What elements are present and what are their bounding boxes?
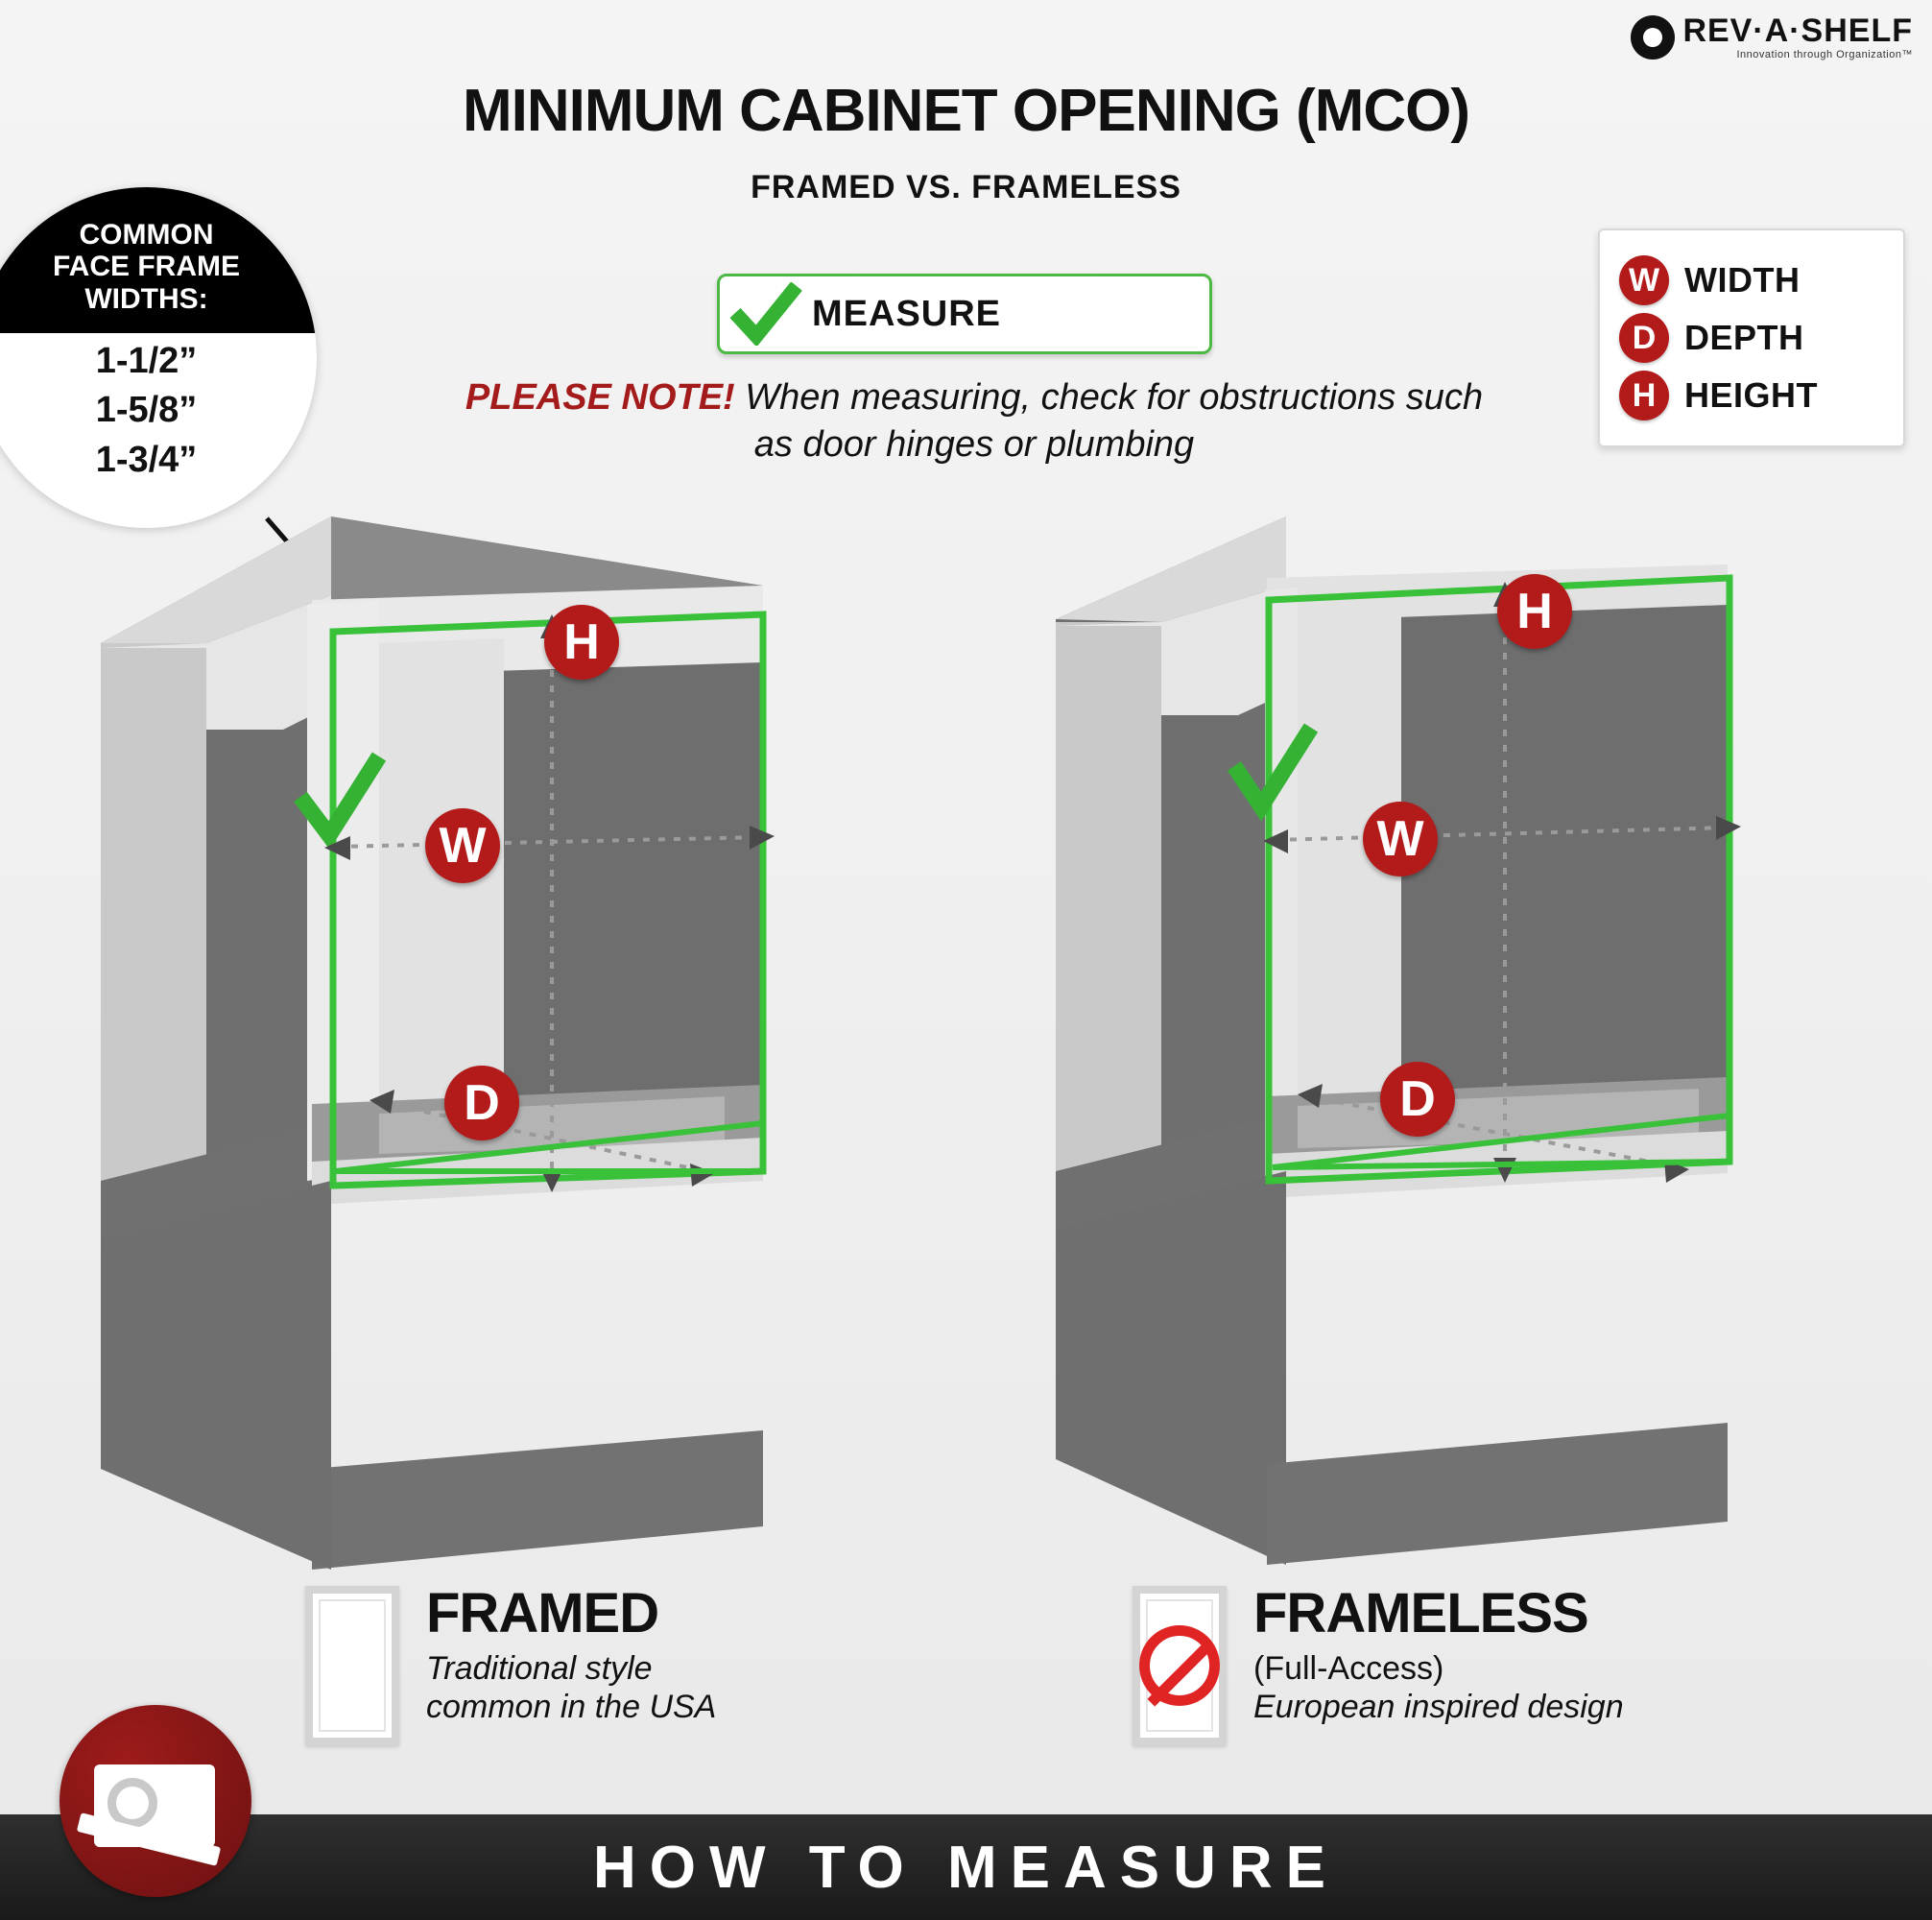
callout-heading-line3: WIDTHS: bbox=[84, 282, 208, 315]
brand-logo bbox=[1586, 8, 1913, 67]
legend-framed-sub2: common in the USA bbox=[426, 1689, 717, 1726]
frameless-swatch-icon bbox=[1133, 1586, 1227, 1745]
legend-framed-title: FRAMED bbox=[426, 1582, 659, 1644]
right-height-badge: H bbox=[1497, 574, 1572, 649]
dimension-legend bbox=[1598, 228, 1905, 447]
measure-label: MEASURE bbox=[812, 293, 1002, 334]
callout-heading-line1: COMMON bbox=[79, 218, 214, 251]
legend-item-height bbox=[1619, 371, 1886, 420]
rev-a-shelf-mark-icon bbox=[1631, 15, 1675, 60]
width-option-2: 1-5/8” bbox=[95, 390, 198, 431]
brand-name: REV·A·SHELF bbox=[1682, 12, 1913, 49]
left-depth-badge: D bbox=[444, 1066, 519, 1140]
left-height-badge: H bbox=[544, 605, 619, 680]
legend-item-depth bbox=[1619, 313, 1886, 363]
width-option-3: 1-3/4” bbox=[95, 439, 198, 480]
bottom-bar-text: HOW TO MEASURE bbox=[593, 1834, 1339, 1901]
page-subtitle: FRAMED VS. FRAMELESS bbox=[751, 169, 1181, 205]
framed-cabinet-illustration bbox=[91, 509, 878, 1574]
no-entry-icon bbox=[1139, 1625, 1220, 1706]
callout-heading-line2: FACE FRAME bbox=[53, 251, 240, 283]
framed-cabinet-drawing bbox=[91, 509, 878, 1574]
width-badge-icon: W bbox=[1619, 255, 1669, 305]
left-width-badge: W bbox=[425, 808, 500, 883]
cabinet-type-legend bbox=[0, 1574, 1932, 1814]
right-depth-badge: D bbox=[1380, 1062, 1455, 1137]
height-badge-icon: H bbox=[1619, 371, 1669, 420]
green-check-icon bbox=[720, 276, 812, 351]
legend-label-depth: DEPTH bbox=[1684, 318, 1804, 357]
callout-width-list bbox=[0, 337, 317, 485]
please-note-text bbox=[461, 374, 1488, 468]
legend-frameless-title: FRAMELESS bbox=[1253, 1582, 1588, 1644]
please-note-emphasis: PLEASE NOTE! bbox=[465, 377, 735, 418]
right-width-badge: W bbox=[1363, 802, 1438, 876]
legend-label-height: HEIGHT bbox=[1684, 375, 1819, 415]
legend-frameless bbox=[1133, 1582, 1624, 1745]
legend-frameless-sub2: European inspired design bbox=[1253, 1689, 1624, 1726]
depth-badge-icon: D bbox=[1619, 313, 1669, 363]
frameless-cabinet-illustration bbox=[1046, 509, 1833, 1574]
legend-framed-sub1: Traditional style bbox=[426, 1650, 653, 1687]
legend-item-width bbox=[1619, 255, 1886, 305]
tape-measure-icon bbox=[60, 1705, 251, 1897]
width-option-1: 1-1/2” bbox=[95, 341, 198, 381]
legend-label-width: WIDTH bbox=[1684, 260, 1801, 300]
framed-swatch-icon bbox=[305, 1586, 399, 1745]
frameless-cabinet-drawing bbox=[1046, 509, 1833, 1574]
page-title: MINIMUM CABINET OPENING (MCO) bbox=[462, 78, 1470, 144]
legend-frameless-sub1: (Full-Access) bbox=[1253, 1650, 1444, 1687]
legend-framed bbox=[305, 1582, 717, 1745]
common-face-frame-widths-callout bbox=[0, 187, 317, 528]
please-note-body: When measuring, check for obstructions such as door hinges or plumbing bbox=[734, 377, 1484, 465]
brand-tagline: Innovation through Organization™ bbox=[1736, 49, 1913, 60]
bottom-bar bbox=[0, 1814, 1932, 1920]
measure-banner bbox=[717, 274, 1212, 354]
callout-heading bbox=[0, 187, 317, 333]
